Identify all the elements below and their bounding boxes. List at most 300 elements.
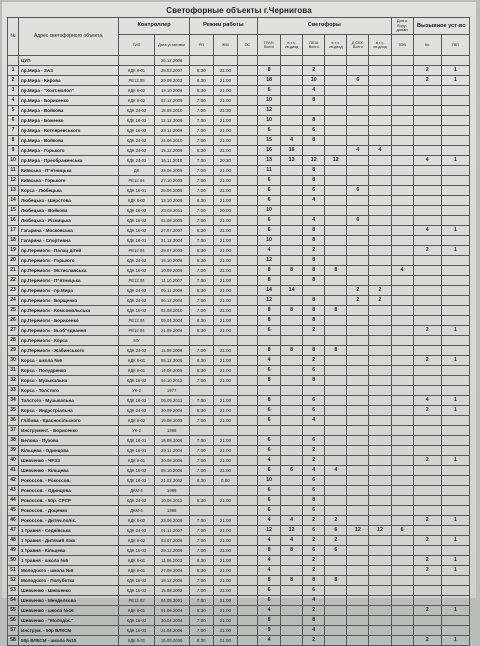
table-cell bbox=[413, 366, 441, 376]
table-cell bbox=[303, 286, 325, 296]
table-cell: 8 bbox=[8, 136, 19, 146]
table-cell: 1 bbox=[441, 356, 469, 366]
table-cell: 05.05.2011 bbox=[154, 396, 189, 406]
table-cell: 5 bbox=[8, 106, 19, 116]
table-cell: 6 bbox=[303, 546, 325, 556]
table-cell: 6:30 bbox=[189, 636, 213, 646]
table-cell: 27.07.2007 bbox=[154, 226, 189, 236]
header-call-devices: Вызывное уст-во bbox=[413, 18, 469, 35]
table-cell: 21:00 bbox=[213, 346, 237, 356]
table-cell bbox=[325, 166, 347, 176]
table-cell: КДК 16-02 bbox=[119, 216, 154, 226]
table-cell: КДК 24-02 bbox=[119, 406, 154, 416]
table-cell bbox=[347, 506, 369, 516]
table-cell bbox=[441, 206, 469, 216]
table-cell: 21:00 bbox=[213, 296, 237, 306]
table-cell bbox=[441, 626, 469, 636]
table-cell: КДК 24-02 bbox=[119, 256, 154, 266]
table-cell: 8 bbox=[303, 346, 325, 356]
table-cell bbox=[347, 516, 369, 526]
table-cell: 29.12.2009 bbox=[154, 546, 189, 556]
table-cell bbox=[413, 446, 441, 456]
table-cell: 11.09.2008 bbox=[154, 346, 189, 356]
table-cell: 7:00 bbox=[189, 416, 213, 426]
table-cell: КДК 8-02 bbox=[119, 536, 154, 546]
table-cell: 7:00 bbox=[189, 106, 213, 116]
table-cell: Рокоссов. - 50р. СРСР bbox=[19, 496, 119, 506]
table-cell: 16 bbox=[281, 146, 303, 156]
table-cell bbox=[237, 486, 257, 496]
table-cell: 12 bbox=[281, 526, 303, 536]
table-cell: 4 bbox=[303, 216, 325, 226]
table-cell: 21:00 bbox=[213, 316, 237, 326]
traffic-lights-table bbox=[7, 17, 470, 646]
table-cell: 6:30 bbox=[189, 226, 213, 236]
table-cell: 58 bbox=[8, 636, 19, 646]
table-cell bbox=[369, 126, 391, 136]
table-cell: 1 bbox=[441, 246, 469, 256]
table-cell bbox=[413, 56, 441, 66]
table-cell: 8 bbox=[281, 346, 303, 356]
table-cell: 6:30 bbox=[189, 556, 213, 566]
table-cell: 7:00 bbox=[189, 466, 213, 476]
table-row bbox=[8, 426, 470, 436]
table-cell: 2 bbox=[369, 296, 391, 306]
table-cell bbox=[303, 426, 325, 436]
table-cell bbox=[369, 606, 391, 616]
table-cell: 4 bbox=[258, 556, 281, 566]
table-cell bbox=[369, 376, 391, 386]
table-cell bbox=[391, 416, 413, 426]
table-cell: 4 bbox=[8, 96, 19, 106]
table-cell bbox=[347, 386, 369, 396]
table-cell bbox=[369, 386, 391, 396]
table-cell bbox=[413, 336, 441, 346]
table-cell: 6 bbox=[258, 466, 281, 476]
table-cell: 21:00 bbox=[213, 446, 237, 456]
table-cell: 20:30 bbox=[213, 156, 237, 166]
table-cell bbox=[325, 246, 347, 256]
table-row bbox=[8, 256, 470, 266]
table-cell: Гагарина - Спортивна bbox=[19, 236, 119, 246]
table-cell: 17 bbox=[8, 226, 19, 236]
table-cell: 8 bbox=[303, 576, 325, 586]
table-cell: КДК 16-02 bbox=[119, 586, 154, 596]
table-cell: 7:00 bbox=[189, 176, 213, 186]
header-tran-led: в т.ч. св.диод bbox=[281, 35, 303, 56]
table-cell: Шевченко - ЧРЗЗ bbox=[19, 456, 119, 466]
table-cell: 4 bbox=[258, 516, 281, 526]
table-cell bbox=[325, 416, 347, 426]
table-cell: 12 bbox=[258, 296, 281, 306]
table-cell: 8 bbox=[281, 546, 303, 556]
table-cell bbox=[369, 136, 391, 146]
table-cell bbox=[391, 436, 413, 446]
table-cell: 1988 bbox=[154, 506, 189, 516]
table-cell: 2 bbox=[303, 326, 325, 336]
table-cell: КДК 24-02 bbox=[119, 106, 154, 116]
header-oc: ОС bbox=[237, 35, 257, 56]
table-cell bbox=[325, 276, 347, 286]
table-cell: 10 bbox=[303, 76, 325, 86]
table-cell bbox=[325, 556, 347, 566]
table-cell bbox=[413, 206, 441, 216]
table-cell: 4 bbox=[325, 466, 347, 476]
table-cell: 02.12.2009 bbox=[154, 96, 189, 106]
table-cell: 6:30 bbox=[189, 356, 213, 366]
table-cell bbox=[237, 386, 257, 396]
table-cell: 44 bbox=[8, 496, 19, 506]
table-cell: 39 bbox=[8, 446, 19, 456]
table-cell: 6:30 bbox=[189, 326, 213, 336]
table-cell bbox=[391, 56, 413, 66]
table-cell: 8 bbox=[258, 66, 281, 76]
table-cell bbox=[325, 626, 347, 636]
table-cell bbox=[281, 456, 303, 466]
table-cell: 29.09.2003 bbox=[154, 76, 189, 86]
table-cell: 1977 bbox=[154, 386, 189, 396]
table-cell bbox=[325, 606, 347, 616]
table-cell bbox=[391, 576, 413, 586]
table-cell: 8 bbox=[303, 266, 325, 276]
table-cell: пр.Мира - Котляревського bbox=[19, 126, 119, 136]
table-cell bbox=[441, 86, 469, 96]
table-cell: 4 bbox=[258, 636, 281, 646]
table-cell: 1989 bbox=[154, 486, 189, 496]
table-cell bbox=[281, 186, 303, 196]
table-cell: 21:00 bbox=[213, 366, 237, 376]
table-cell: 6 bbox=[258, 226, 281, 236]
table-cell: Инструм. - 50р ВЛКСМ bbox=[19, 626, 119, 636]
table-cell: КДК 16-01 bbox=[119, 236, 154, 246]
table-cell: 8 bbox=[303, 96, 325, 106]
table-cell: 2 bbox=[303, 66, 325, 76]
table-cell bbox=[413, 216, 441, 226]
table-cell: 7:00 bbox=[189, 576, 213, 586]
table-cell: 6 bbox=[258, 586, 281, 596]
table-cell bbox=[369, 306, 391, 316]
table-cell: 37 bbox=[8, 426, 19, 436]
table-cell bbox=[391, 446, 413, 456]
table-cell: КДК 24-02 bbox=[119, 156, 154, 166]
table-cell bbox=[391, 336, 413, 346]
table-cell: 6 bbox=[325, 546, 347, 556]
table-cell bbox=[413, 596, 441, 606]
table-cell: ДКМ-4 bbox=[119, 486, 154, 496]
table-row bbox=[8, 246, 470, 256]
table-cell bbox=[347, 476, 369, 486]
table-cell: 6 bbox=[303, 486, 325, 496]
table-cell: УК-2 bbox=[119, 386, 154, 396]
table-cell: пр.Мира - Боженко bbox=[19, 116, 119, 126]
table-cell bbox=[347, 626, 369, 636]
table-cell: 29 bbox=[8, 346, 19, 356]
table-cell: пр.Перемоги - пр.Мира bbox=[19, 286, 119, 296]
table-cell: 18.12.2008 bbox=[154, 576, 189, 586]
table-cell bbox=[237, 546, 257, 556]
table-cell bbox=[369, 566, 391, 576]
table-cell bbox=[413, 346, 441, 356]
table-row bbox=[8, 336, 470, 346]
header-mode-start: РП bbox=[189, 35, 213, 56]
table-cell: 11.06.2003 bbox=[154, 556, 189, 566]
table-cell bbox=[441, 216, 469, 226]
table-cell: 24 bbox=[8, 296, 19, 306]
table-cell bbox=[369, 166, 391, 176]
table-cell: 1 bbox=[441, 456, 469, 466]
table-row bbox=[8, 216, 470, 226]
table-cell: 28.07.2003 bbox=[154, 246, 189, 256]
table-cell: 8 bbox=[303, 296, 325, 306]
table-cell: 4 bbox=[413, 226, 441, 236]
table-cell bbox=[347, 346, 369, 356]
table-cell bbox=[369, 476, 391, 486]
table-cell bbox=[281, 626, 303, 636]
table-cell: 04.05.2001 bbox=[154, 596, 189, 606]
table-cell bbox=[325, 616, 347, 626]
table-row bbox=[8, 606, 470, 616]
table-cell bbox=[413, 136, 441, 146]
table-cell: пр.Мира - Войкова bbox=[19, 106, 119, 116]
table-cell bbox=[441, 436, 469, 446]
table-cell: 21:00 bbox=[213, 556, 237, 566]
table-cell bbox=[441, 136, 469, 146]
table-cell: 7:00 bbox=[189, 266, 213, 276]
table-cell: 2 bbox=[303, 516, 325, 526]
table-cell bbox=[281, 96, 303, 106]
table-row bbox=[8, 506, 470, 516]
table-cell: 6 bbox=[391, 526, 413, 536]
table-cell: 15.08.2002 bbox=[154, 586, 189, 596]
table-cell: 21:00 bbox=[213, 606, 237, 616]
table-cell bbox=[347, 56, 369, 66]
table-cell bbox=[237, 426, 257, 436]
table-cell bbox=[303, 146, 325, 156]
table-cell: КДК 24-02 bbox=[119, 296, 154, 306]
table-cell bbox=[325, 566, 347, 576]
table-cell: 6 bbox=[258, 86, 281, 96]
table-cell bbox=[391, 286, 413, 296]
table-cell: КДК 16-01 bbox=[119, 446, 154, 456]
table-cell: КДК 16-02 bbox=[119, 306, 154, 316]
table-cell bbox=[325, 426, 347, 436]
header-dsek-led: в т.ч. св.диод bbox=[369, 35, 391, 56]
table-cell bbox=[347, 326, 369, 336]
table-cell: 21:00 bbox=[213, 146, 237, 156]
table-cell bbox=[391, 166, 413, 176]
table-cell bbox=[391, 396, 413, 406]
table-cell: 1 bbox=[441, 156, 469, 166]
table-cell: КДК 24-02 bbox=[119, 136, 154, 146]
table-cell: 28 bbox=[8, 336, 19, 346]
table-cell: 7:00 bbox=[189, 206, 213, 216]
table-cell: 20 bbox=[8, 256, 19, 266]
table-cell bbox=[237, 446, 257, 456]
table-cell bbox=[119, 56, 154, 66]
header-kn: Кн bbox=[413, 35, 441, 56]
table-cell bbox=[441, 96, 469, 106]
table-cell: пр.Перемоги - Мстиславська bbox=[19, 266, 119, 276]
table-cell: КДК 16-02 bbox=[119, 546, 154, 556]
table-cell: 6 bbox=[258, 216, 281, 226]
table-cell: 14 bbox=[281, 286, 303, 296]
table-cell: КДК 8-02 bbox=[119, 516, 154, 526]
table-cell bbox=[441, 116, 469, 126]
table-row bbox=[8, 96, 470, 106]
table-cell bbox=[347, 196, 369, 206]
table-cell: 10 bbox=[258, 236, 281, 246]
table-cell bbox=[413, 116, 441, 126]
table-cell: 10 bbox=[258, 476, 281, 486]
table-cell: 6 bbox=[303, 406, 325, 416]
table-cell: 01.06.2004 bbox=[154, 606, 189, 616]
table-cell: 15.10.2008 bbox=[154, 256, 189, 266]
table-row bbox=[8, 636, 470, 646]
table-cell: 1 bbox=[441, 556, 469, 566]
table-cell bbox=[391, 236, 413, 246]
table-cell: 4 bbox=[258, 246, 281, 256]
table-cell bbox=[369, 506, 391, 516]
table-cell: Корса - Музыкальна bbox=[19, 376, 119, 386]
table-cell bbox=[237, 476, 257, 486]
table-cell: 6:30 bbox=[189, 246, 213, 256]
table-cell: КДК 24-02 bbox=[119, 286, 154, 296]
table-cell bbox=[325, 86, 347, 96]
table-cell bbox=[347, 116, 369, 126]
table-cell bbox=[441, 586, 469, 596]
table-cell bbox=[441, 56, 469, 66]
table-cell: 10.06.2012 bbox=[154, 496, 189, 506]
table-cell bbox=[369, 266, 391, 276]
table-row bbox=[8, 496, 470, 506]
header-type: ТИП bbox=[119, 35, 154, 56]
table-cell: 7:00 bbox=[189, 586, 213, 596]
table-cell bbox=[347, 636, 369, 646]
table-cell bbox=[347, 206, 369, 216]
table-cell: 8 bbox=[303, 496, 325, 506]
table-cell bbox=[8, 56, 19, 66]
table-cell bbox=[281, 356, 303, 366]
table-cell: 7:00 bbox=[189, 186, 213, 196]
table-cell: 2 bbox=[413, 76, 441, 86]
table-cell: 27.08.2004 bbox=[154, 566, 189, 576]
table-cell bbox=[369, 446, 391, 456]
table-cell: 21:00 bbox=[213, 286, 237, 296]
table-cell: 2 bbox=[413, 556, 441, 566]
table-cell: 24.06.2010 bbox=[154, 136, 189, 146]
table-cell: 18.05.2010 bbox=[154, 106, 189, 116]
table-cell bbox=[369, 196, 391, 206]
table-cell bbox=[281, 276, 303, 286]
table-cell: 21:00 bbox=[213, 326, 237, 336]
table-cell: 7:00 bbox=[189, 526, 213, 536]
table-cell: 9 bbox=[8, 146, 19, 156]
table-cell bbox=[413, 486, 441, 496]
table-cell bbox=[369, 86, 391, 96]
table-cell: 7:00 bbox=[189, 156, 213, 166]
table-cell bbox=[391, 116, 413, 126]
table-cell bbox=[303, 106, 325, 116]
table-cell: 21:00 bbox=[213, 436, 237, 446]
table-cell: 7:00 bbox=[189, 626, 213, 636]
table-cell: 1988 bbox=[154, 426, 189, 436]
table-cell bbox=[303, 336, 325, 346]
table-cell: 13.10.2008 bbox=[154, 86, 189, 96]
table-row bbox=[8, 456, 470, 466]
table-cell bbox=[237, 336, 257, 346]
table-cell: 1 bbox=[441, 566, 469, 576]
table-cell bbox=[325, 396, 347, 406]
table-cell: 2 bbox=[413, 326, 441, 336]
table-cell bbox=[281, 596, 303, 606]
table-cell bbox=[281, 196, 303, 206]
table-cell: 7:00 bbox=[189, 296, 213, 306]
table-row bbox=[8, 56, 470, 66]
table-cell: 8 bbox=[303, 256, 325, 266]
table-cell: 34 bbox=[8, 396, 19, 406]
table-cell bbox=[237, 236, 257, 246]
table-cell: 8 bbox=[303, 616, 325, 626]
table-cell: 8 bbox=[325, 576, 347, 586]
table-cell bbox=[347, 566, 369, 576]
table-cell: 14 bbox=[258, 286, 281, 296]
table-row bbox=[8, 536, 470, 546]
table-cell: 21:00 bbox=[213, 276, 237, 286]
table-cell: 8 bbox=[281, 576, 303, 586]
table-row bbox=[8, 416, 470, 426]
table-cell bbox=[369, 536, 391, 546]
table-cell bbox=[369, 616, 391, 626]
table-cell: 2 bbox=[413, 356, 441, 366]
table-cell: 6:30 bbox=[189, 76, 213, 86]
table-cell: 6 bbox=[303, 366, 325, 376]
table-cell: 6 bbox=[258, 196, 281, 206]
table-cell bbox=[391, 606, 413, 616]
table-cell bbox=[391, 196, 413, 206]
table-cell bbox=[237, 366, 257, 376]
table-cell bbox=[347, 436, 369, 446]
table-cell bbox=[369, 626, 391, 636]
table-cell bbox=[369, 466, 391, 476]
table-cell: Корса - школа №6 bbox=[19, 356, 119, 366]
table-cell: 08.10.2008 bbox=[154, 466, 189, 476]
table-cell: Рокоссов. - Одинцова bbox=[19, 486, 119, 496]
table-cell: 6:30 bbox=[189, 146, 213, 156]
table-cell bbox=[237, 396, 257, 406]
table-cell: КДК 16-03 bbox=[119, 626, 154, 636]
table-cell: КДК 24-02 bbox=[119, 346, 154, 356]
table-cell bbox=[237, 376, 257, 386]
table-cell: 6:30 bbox=[189, 196, 213, 206]
table-cell: 8 bbox=[303, 316, 325, 326]
table-cell: 21:00 bbox=[213, 396, 237, 406]
table-cell bbox=[441, 376, 469, 386]
table-cell: 21:00 bbox=[213, 266, 237, 276]
table-cell: 6:30 bbox=[189, 86, 213, 96]
table-cell bbox=[237, 636, 257, 646]
table-cell: 21:00 bbox=[213, 256, 237, 266]
table-cell: 21:00 bbox=[213, 546, 237, 556]
table-cell bbox=[369, 456, 391, 466]
table-cell: 13.10.2008 bbox=[154, 196, 189, 206]
table-cell bbox=[281, 116, 303, 126]
table-cell bbox=[369, 416, 391, 426]
table-cell bbox=[391, 186, 413, 196]
table-cell: 4 bbox=[281, 516, 303, 526]
table-cell bbox=[391, 406, 413, 416]
table-cell: 15.12.2009 bbox=[154, 146, 189, 156]
table-cell: 9 bbox=[258, 626, 281, 636]
